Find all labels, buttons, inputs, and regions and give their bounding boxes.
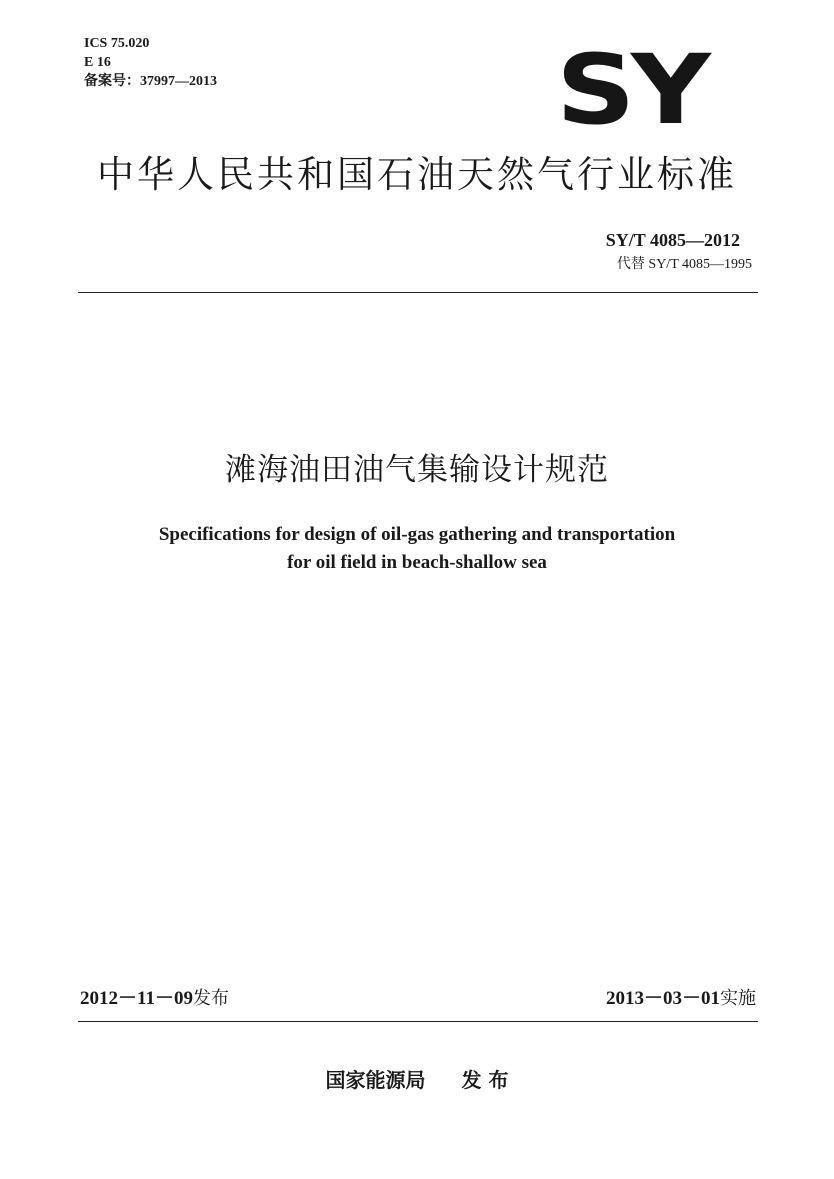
category-code: E 16: [84, 55, 111, 70]
publisher-name: 国家能源局: [325, 1068, 426, 1092]
chinese-title: 滩海油田油气集输设计规范: [225, 452, 609, 488]
record-number: 备案号：37997—2013: [84, 74, 217, 89]
english-title: [0, 521, 834, 577]
series-title: 中华人民共和国石油天然气行业标准: [97, 153, 737, 196]
issue-label: 发布: [192, 988, 229, 1009]
header-divider: [78, 292, 758, 293]
footer-divider: [78, 1021, 758, 1022]
publish-label: 发 布: [461, 1068, 509, 1092]
issue-date-block: [80, 987, 229, 1011]
english-title-line-2: for oil field in beach-shallow sea: [287, 552, 547, 573]
issue-date: 2012－11－09: [80, 988, 193, 1009]
implement-label: 实施: [720, 988, 756, 1009]
implement-date: 2013－03－01: [605, 988, 720, 1009]
ics-code: ICS 75.020: [84, 36, 150, 51]
implement-date-block: [606, 987, 756, 1011]
sy-logo: SY: [556, 34, 707, 146]
replaces-standard: 代替 SY/T 4085—1995: [616, 257, 752, 272]
metadata-block: [84, 34, 217, 91]
standard-number: SY/T 4085—2012: [605, 230, 740, 250]
publisher-line: [0, 1066, 834, 1094]
english-title-line-1: Specifications for design of oil-gas gathering and transportation: [158, 524, 676, 545]
